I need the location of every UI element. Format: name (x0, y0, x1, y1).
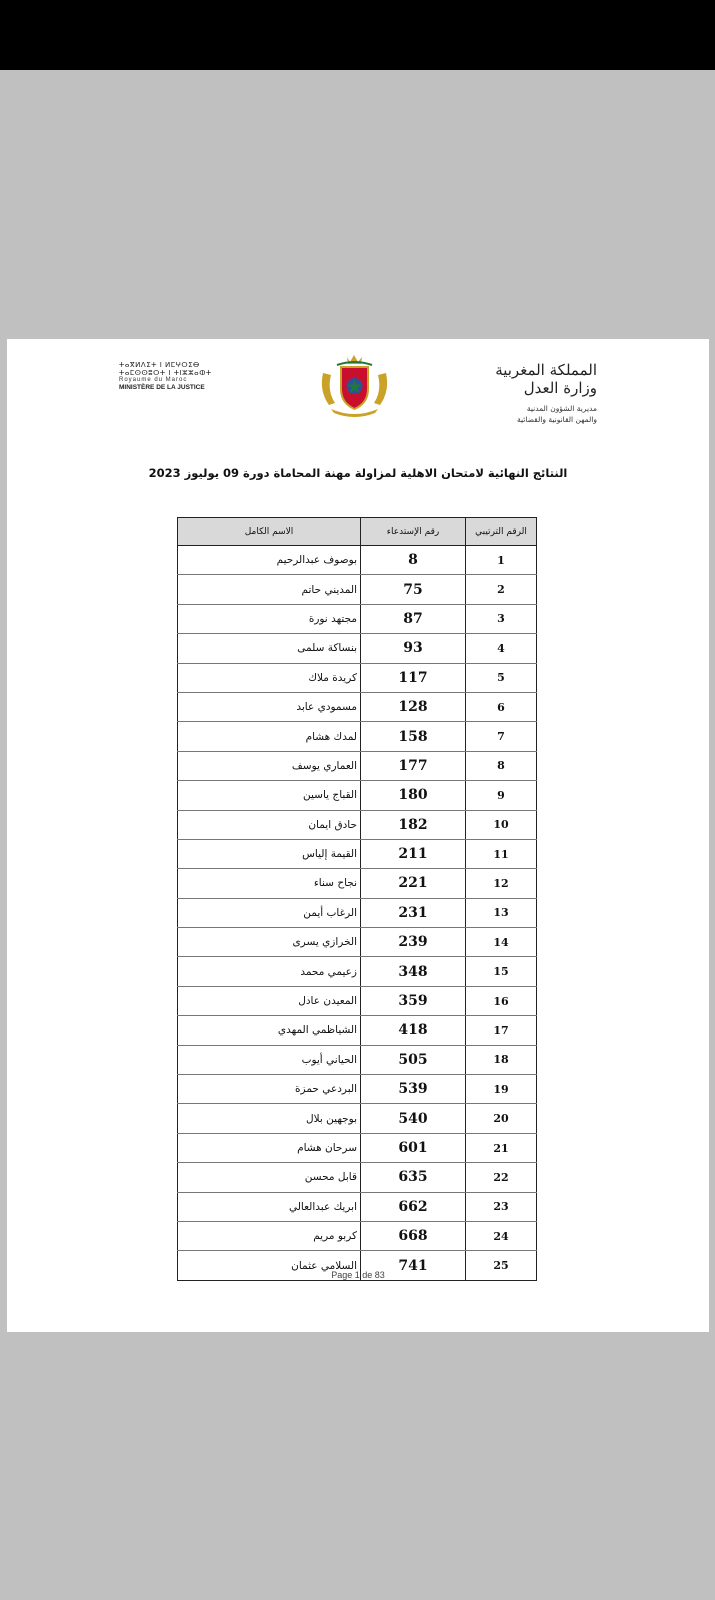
top-black-bar (0, 0, 715, 70)
table-row (178, 692, 537, 721)
page-number: Page 1 de 83 (331, 1270, 385, 1280)
results-table (177, 517, 537, 1281)
code-cell: 117 (361, 663, 466, 692)
table-row (178, 1192, 537, 1221)
name-cell: كريدة ملاك (178, 663, 361, 692)
table-row (178, 575, 537, 604)
code-cell: 601 (361, 1133, 466, 1162)
kingdom-name: المملكة المغربية (495, 361, 597, 379)
name-cell: القباج ياسين (178, 781, 361, 810)
table-row (178, 751, 537, 780)
code-cell: 668 (361, 1221, 466, 1250)
table-row (178, 957, 537, 986)
table-row (178, 634, 537, 663)
name-cell: نجاح سناء (178, 869, 361, 898)
rank-cell: 8 (466, 751, 537, 780)
rank-cell: 22 (466, 1163, 537, 1192)
name-cell: الحياني أيوب (178, 1045, 361, 1074)
rank-cell: 6 (466, 692, 537, 721)
code-cell: 182 (361, 810, 466, 839)
code-cell: 348 (361, 957, 466, 986)
name-cell: بوصوف عبدالرحيم (178, 546, 361, 575)
header-name: الاسم الكامل (178, 518, 361, 546)
table-row (178, 546, 537, 575)
table-row (178, 1163, 537, 1192)
code-cell: 180 (361, 781, 466, 810)
name-cell: المعيدن عادل (178, 986, 361, 1015)
rank-cell: 3 (466, 604, 537, 633)
name-cell: الخرازي يسرى (178, 928, 361, 957)
rank-cell: 15 (466, 957, 537, 986)
name-cell: الرغاب أيمن (178, 898, 361, 927)
table-row (178, 1075, 537, 1104)
royaume-text: Royaume du Maroc (119, 377, 188, 383)
code-cell: 8 (361, 546, 466, 575)
rank-cell: 21 (466, 1133, 537, 1162)
name-cell: بوجهين بلال (178, 1104, 361, 1133)
name-cell: بنساكة سلمى (178, 634, 361, 663)
name-cell: زعيمي محمد (178, 957, 361, 986)
name-cell: كربو مريم (178, 1221, 361, 1250)
code-cell: 662 (361, 1192, 466, 1221)
code-cell: 635 (361, 1163, 466, 1192)
rank-cell: 9 (466, 781, 537, 810)
code-cell: 221 (361, 869, 466, 898)
rank-cell: 18 (466, 1045, 537, 1074)
rank-cell: 16 (466, 986, 537, 1015)
code-cell: 539 (361, 1075, 466, 1104)
code-cell: 239 (361, 928, 466, 957)
code-cell: 359 (361, 986, 466, 1015)
header-rank: الرقم الترتيبي (466, 518, 537, 546)
ministere-text: MINISTÈRE DE LA JUSTICE (119, 384, 205, 391)
code-cell: 75 (361, 575, 466, 604)
header-code: رقم الإستدعاء (361, 518, 466, 546)
code-cell: 128 (361, 692, 466, 721)
rank-cell: 5 (466, 663, 537, 692)
document-page (7, 339, 709, 1332)
ministry-logo-left (119, 361, 219, 392)
name-cell: الشياظمي المهدي (178, 1016, 361, 1045)
ministry-logo-right (495, 361, 597, 425)
table-row (178, 1016, 537, 1045)
rank-cell: 10 (466, 810, 537, 839)
table-row (178, 781, 537, 810)
name-cell: البردعي حمزة (178, 1075, 361, 1104)
table-row (178, 810, 537, 839)
table-row (178, 928, 537, 957)
directorate-line-1: مديرية الشؤون المدنية (526, 404, 597, 413)
table-row (178, 1133, 537, 1162)
name-cell: ابريك عبدالعالي (178, 1192, 361, 1221)
name-cell: سرحان هشام (178, 1133, 361, 1162)
table-row (178, 1221, 537, 1250)
code-cell: 540 (361, 1104, 466, 1133)
rank-cell: 13 (466, 898, 537, 927)
rank-cell: 20 (466, 1104, 537, 1133)
name-cell: قابل محسن (178, 1163, 361, 1192)
name-cell: العماري يوسف (178, 751, 361, 780)
code-cell: 741 (361, 1251, 466, 1280)
code-cell: 158 (361, 722, 466, 751)
rank-cell: 19 (466, 1075, 537, 1104)
code-cell: 418 (361, 1016, 466, 1045)
code-cell: 93 (361, 634, 466, 663)
rank-cell: 17 (466, 1016, 537, 1045)
rank-cell: 7 (466, 722, 537, 751)
table-row (178, 869, 537, 898)
document-title: النتائج النهائية لامتحان الاهلية لمزاولة مهنة المحاماة دورة 09 يوليوز 2023 (148, 466, 568, 480)
name-cell: مسمودي عابد (178, 692, 361, 721)
name-cell: لمدك هشام (178, 722, 361, 751)
table-row (178, 898, 537, 927)
table-row (178, 722, 537, 751)
table-row (178, 986, 537, 1015)
name-cell: مجتهد نورة (178, 604, 361, 633)
name-cell: القيمة إلياس (178, 839, 361, 868)
rank-cell: 2 (466, 575, 537, 604)
rank-cell: 11 (466, 839, 537, 868)
code-cell: 177 (361, 751, 466, 780)
table-row (178, 663, 537, 692)
code-cell: 505 (361, 1045, 466, 1074)
name-cell: المديني حاتم (178, 575, 361, 604)
rank-cell: 14 (466, 928, 537, 957)
tifinagh-line-2: ⵜⴰⵎⵙⵙⵓⵔⵜ ⵏ ⵜⵏⵣⵣⴰⵀⵜ (119, 369, 212, 377)
rank-cell: 4 (466, 634, 537, 663)
rank-cell: 23 (466, 1192, 537, 1221)
rank-cell: 25 (466, 1251, 537, 1280)
rank-cell: 24 (466, 1221, 537, 1250)
table-row (178, 604, 537, 633)
code-cell: 87 (361, 604, 466, 633)
name-cell: السلامي عثمان (178, 1251, 361, 1280)
ministry-name: وزارة العدل (523, 379, 597, 397)
royal-coat-of-arms-icon (317, 353, 392, 419)
code-cell: 231 (361, 898, 466, 927)
table-header-row (178, 518, 537, 546)
rank-cell: 1 (466, 546, 537, 575)
table-row (178, 839, 537, 868)
code-cell: 211 (361, 839, 466, 868)
rank-cell: 12 (466, 869, 537, 898)
table-row (178, 1045, 537, 1074)
directorate-line-2: والمهن القانونية والقضائية (517, 415, 597, 424)
tifinagh-line-1: ⵜⴰⴳⵍⴷⵉⵜ ⵏ ⵍⵎⵖⵔⵉⴱ (119, 361, 200, 369)
table-row (178, 1104, 537, 1133)
name-cell: حادق ايمان (178, 810, 361, 839)
